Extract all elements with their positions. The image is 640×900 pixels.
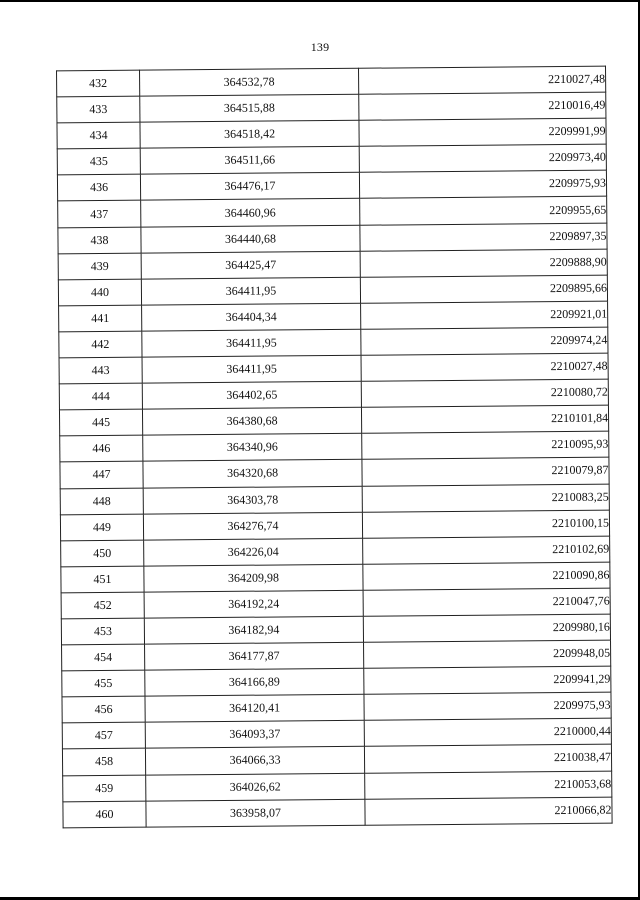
y-coordinate-cell: 2209948,05 <box>364 640 611 668</box>
coordinates-table <box>56 66 613 828</box>
point-number-cell: 456 <box>62 696 145 723</box>
point-number-cell: 442 <box>59 331 142 358</box>
y-coordinate-cell: 2210047,76 <box>363 588 610 616</box>
x-coordinate-cell: 364402,65 <box>142 381 361 409</box>
x-coordinate-cell: 364182,94 <box>144 616 363 644</box>
point-number-cell: 440 <box>58 279 141 306</box>
y-coordinate-cell: 2210080,72 <box>361 379 608 407</box>
y-coordinate-cell: 2209973,40 <box>359 144 606 172</box>
y-coordinate-cell: 2210016,49 <box>359 92 606 120</box>
x-coordinate-cell: 364166,89 <box>145 668 364 696</box>
x-coordinate-cell: 364303,78 <box>143 486 362 514</box>
y-coordinate-cell: 2210027,48 <box>359 66 606 94</box>
y-coordinate-cell: 2209974,24 <box>361 327 608 355</box>
y-coordinate-cell: 2209975,93 <box>359 170 606 198</box>
y-coordinate-cell: 2210053,68 <box>365 771 612 799</box>
y-coordinate-cell: 2210100,15 <box>362 510 609 538</box>
point-number-cell: 458 <box>62 749 145 776</box>
point-number-cell: 450 <box>61 540 144 567</box>
y-coordinate-cell: 2210101,84 <box>361 405 608 433</box>
x-coordinate-cell: 364226,04 <box>144 538 363 566</box>
point-number-cell: 434 <box>57 122 140 149</box>
y-coordinate-cell: 2210102,69 <box>363 536 610 564</box>
y-coordinate-cell: 2209975,93 <box>364 692 611 720</box>
point-number-cell: 437 <box>58 201 141 228</box>
x-coordinate-cell: 364093,37 <box>145 721 364 749</box>
point-number-cell: 452 <box>61 592 144 619</box>
y-coordinate-cell: 2210000,44 <box>364 718 611 746</box>
point-number-cell: 441 <box>59 305 142 332</box>
y-coordinate-cell: 2209941,29 <box>364 666 611 694</box>
point-number-cell: 453 <box>61 618 144 645</box>
x-coordinate-cell: 364411,95 <box>142 329 361 357</box>
y-coordinate-cell: 2209980,16 <box>363 614 610 642</box>
y-coordinate-cell: 2210027,48 <box>361 353 608 381</box>
y-coordinate-cell: 2210066,82 <box>365 797 612 825</box>
x-coordinate-cell: 364026,62 <box>146 773 365 801</box>
x-coordinate-cell: 364209,98 <box>144 564 363 592</box>
point-number-cell: 435 <box>57 148 140 175</box>
x-coordinate-cell: 364380,68 <box>142 407 361 435</box>
x-coordinate-cell: 364515,88 <box>140 94 359 122</box>
point-number-cell: 439 <box>58 253 141 280</box>
y-coordinate-cell: 2209895,66 <box>360 275 607 303</box>
y-coordinate-cell: 2210079,87 <box>362 457 609 485</box>
y-coordinate-cell: 2209897,35 <box>360 223 607 251</box>
y-coordinate-cell: 2209921,01 <box>361 301 608 329</box>
x-coordinate-cell: 364411,95 <box>141 277 360 305</box>
point-number-cell: 460 <box>63 801 146 828</box>
x-coordinate-cell: 364320,68 <box>143 460 362 488</box>
y-coordinate-cell: 2210095,93 <box>362 431 609 459</box>
point-number-cell: 449 <box>60 514 143 541</box>
y-coordinate-cell: 2210038,47 <box>364 745 611 773</box>
point-number-cell: 451 <box>61 566 144 593</box>
point-number-cell: 447 <box>60 462 143 489</box>
x-coordinate-cell: 364425,47 <box>141 251 360 279</box>
point-number-cell: 432 <box>57 70 140 97</box>
x-coordinate-cell: 364460,96 <box>141 199 360 227</box>
y-coordinate-cell: 2210090,86 <box>363 562 610 590</box>
x-coordinate-cell: 364404,34 <box>142 303 361 331</box>
x-coordinate-cell: 364340,96 <box>143 434 362 462</box>
point-number-cell: 448 <box>60 488 143 515</box>
x-coordinate-cell: 364177,87 <box>145 642 364 670</box>
y-coordinate-cell: 2210083,25 <box>362 484 609 512</box>
point-number-cell: 444 <box>59 383 142 410</box>
coordinates-table-body <box>57 66 613 827</box>
point-number-cell: 436 <box>57 175 140 202</box>
point-number-cell: 459 <box>63 775 146 802</box>
point-number-cell: 438 <box>58 227 141 254</box>
y-coordinate-cell: 2209888,90 <box>360 249 607 277</box>
x-coordinate-cell: 364511,66 <box>140 147 359 175</box>
point-number-cell: 445 <box>59 409 142 436</box>
point-number-cell: 446 <box>60 435 143 462</box>
page-number: 139 <box>310 40 330 54</box>
x-coordinate-cell: 364192,24 <box>144 590 363 618</box>
table-row <box>63 797 612 828</box>
x-coordinate-cell: 364066,33 <box>145 747 364 775</box>
x-coordinate-cell: 364411,95 <box>142 355 361 383</box>
x-coordinate-cell: 364440,68 <box>141 225 360 253</box>
point-number-cell: 455 <box>62 670 145 697</box>
x-coordinate-cell: 364518,42 <box>140 120 359 148</box>
x-coordinate-cell: 364120,41 <box>145 694 364 722</box>
scan-border-top <box>0 0 640 2</box>
x-coordinate-cell: 363958,07 <box>146 799 365 827</box>
x-coordinate-cell: 364476,17 <box>140 173 359 201</box>
point-number-cell: 457 <box>62 722 145 749</box>
point-number-cell: 454 <box>62 644 145 671</box>
y-coordinate-cell: 2209991,99 <box>359 118 606 146</box>
point-number-cell: 433 <box>57 96 140 123</box>
x-coordinate-cell: 364276,74 <box>143 512 362 540</box>
x-coordinate-cell: 364532,78 <box>140 68 359 96</box>
y-coordinate-cell: 2209955,65 <box>360 197 607 225</box>
point-number-cell: 443 <box>59 357 142 384</box>
